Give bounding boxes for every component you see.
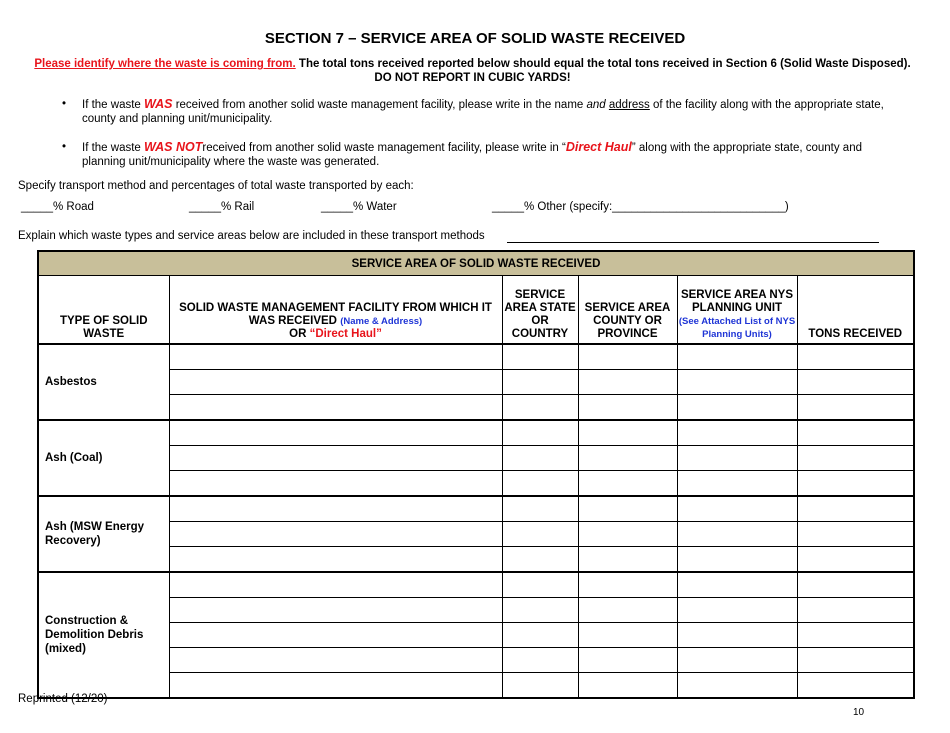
tons-cell[interactable] <box>797 522 914 547</box>
bullet-and: and <box>586 99 606 111</box>
facility-cell[interactable] <box>169 572 502 598</box>
tons-cell[interactable] <box>797 572 914 598</box>
explain-input-line[interactable] <box>507 242 879 243</box>
bullet-text: If the waste <box>82 99 145 111</box>
tons-cell[interactable] <box>797 471 914 497</box>
table-row <box>38 673 914 699</box>
state-cell[interactable] <box>502 522 578 547</box>
facility-cell[interactable] <box>169 623 502 648</box>
table-row <box>38 547 914 573</box>
state-cell[interactable] <box>502 370 578 395</box>
county-cell[interactable] <box>578 395 677 421</box>
facility-cell[interactable] <box>169 446 502 471</box>
table-row <box>38 471 914 497</box>
state-cell[interactable] <box>502 395 578 421</box>
state-cell[interactable] <box>502 344 578 370</box>
state-cell[interactable] <box>502 572 578 598</box>
table-row <box>38 522 914 547</box>
bullet-was <box>62 97 902 127</box>
county-cell[interactable] <box>578 496 677 522</box>
table-banner: SERVICE AREA OF SOLID WASTE RECEIVED <box>38 251 914 276</box>
facility-cell[interactable] <box>169 471 502 497</box>
nys-cell[interactable] <box>677 370 797 395</box>
county-cell[interactable] <box>578 547 677 573</box>
facility-cell[interactable] <box>169 673 502 699</box>
nys-cell[interactable] <box>677 673 797 699</box>
facility-cell[interactable] <box>169 648 502 673</box>
waste-type-label: Ash (Coal) <box>38 420 169 496</box>
facility-cell[interactable] <box>169 420 502 446</box>
rail-percent-field[interactable]: _____% Rail <box>189 201 255 213</box>
nys-cell[interactable] <box>677 598 797 623</box>
table-row <box>38 395 914 421</box>
table-row <box>38 572 914 598</box>
table-row <box>38 598 914 623</box>
bullet-text: received from another solid waste management facility, please write in “ <box>202 142 566 154</box>
county-cell[interactable] <box>578 420 677 446</box>
instruction-no-cubic-yards: DO NOT REPORT IN CUBIC YARDS! <box>374 72 571 84</box>
state-cell[interactable] <box>502 648 578 673</box>
tons-cell[interactable] <box>797 420 914 446</box>
nys-cell[interactable] <box>677 572 797 598</box>
table-row <box>38 446 914 471</box>
bullet-text: received from another solid waste management facility, please write in the name <box>172 99 587 111</box>
bullet-dot-icon: • <box>62 98 67 110</box>
facility-cell[interactable] <box>169 370 502 395</box>
table-row <box>38 496 914 522</box>
bullet-direct-haul: Direct Haul <box>565 140 632 154</box>
waste-type-label: Ash (MSW Energy Recovery) <box>38 496 169 572</box>
tons-cell[interactable] <box>797 395 914 421</box>
tons-cell[interactable] <box>797 344 914 370</box>
nys-cell[interactable] <box>677 395 797 421</box>
water-percent-field[interactable]: _____% Water <box>321 201 397 213</box>
instruction-red-text: Please identify where the waste is coming from. <box>34 58 296 70</box>
nys-cell[interactable] <box>677 648 797 673</box>
state-cell[interactable] <box>502 673 578 699</box>
header-facility-text: SOLID WASTE MANAGEMENT FACILITY FROM WHICH IT WAS RECEIVED <box>179 302 492 327</box>
reprinted-note: Reprinted (12/20) <box>18 693 108 705</box>
table-row <box>38 344 914 370</box>
header-county: SERVICE AREA COUNTY OR PROVINCE <box>578 276 677 345</box>
nys-cell[interactable] <box>677 623 797 648</box>
header-tons: TONS RECEIVED <box>797 276 914 345</box>
county-cell[interactable] <box>578 344 677 370</box>
header-nys <box>677 276 797 345</box>
nys-cell[interactable] <box>677 344 797 370</box>
header-nys-blue: (See Attached List of NYS Planning Units) <box>678 316 796 340</box>
facility-cell[interactable] <box>169 496 502 522</box>
tons-cell[interactable] <box>797 496 914 522</box>
county-cell[interactable] <box>578 648 677 673</box>
tons-cell[interactable] <box>797 446 914 471</box>
tons-cell[interactable] <box>797 673 914 699</box>
facility-cell[interactable] <box>169 344 502 370</box>
bullet-text: If the waste <box>82 142 145 154</box>
nys-cell[interactable] <box>677 547 797 573</box>
bullet-text: ” along with the appropriate state, county and planning unit/municipality where the waste was generated. <box>82 142 862 168</box>
service-area-table <box>37 250 915 699</box>
header-facility-or: OR <box>289 328 307 340</box>
county-cell[interactable] <box>578 623 677 648</box>
nys-cell[interactable] <box>677 471 797 497</box>
page-title: SECTION 7 – SERVICE AREA OF SOLID WASTE RECEIVED <box>264 30 686 47</box>
other-percent-field[interactable]: _____% Other (specify:___________________________) <box>492 201 789 213</box>
tons-cell[interactable] <box>797 598 914 623</box>
county-cell[interactable] <box>578 370 677 395</box>
explain-text: Explain which waste types and service areas below are included in these transport methods <box>18 230 485 242</box>
bullet-emph: WAS NOT <box>144 140 203 154</box>
table-row <box>38 648 914 673</box>
table-row <box>38 370 914 395</box>
waste-type-label: Asbestos <box>38 344 169 420</box>
nys-cell[interactable] <box>677 420 797 446</box>
county-cell[interactable] <box>578 673 677 699</box>
bullet-dot-icon: • <box>62 141 67 153</box>
county-cell[interactable] <box>578 446 677 471</box>
page-number: 10 <box>853 707 865 718</box>
facility-cell[interactable] <box>169 395 502 421</box>
nys-cell[interactable] <box>677 522 797 547</box>
nys-cell[interactable] <box>677 446 797 471</box>
waste-type-label: Construction & Demolition Debris (mixed) <box>38 572 169 698</box>
county-cell[interactable] <box>578 471 677 497</box>
state-cell[interactable] <box>502 471 578 497</box>
header-facility <box>169 276 502 345</box>
bullet-was-not <box>62 140 902 170</box>
bullet-text: of the facility along with the appropriate state, county and planning unit/municipality. <box>82 99 884 125</box>
bullet-emph: WAS <box>144 97 173 111</box>
county-cell[interactable] <box>578 522 677 547</box>
instruction-bold-text: The total tons received reported below should equal the total tons received in Section 6 (Solid Waste Disposed). <box>298 58 911 70</box>
state-cell[interactable] <box>502 496 578 522</box>
state-cell[interactable] <box>502 598 578 623</box>
header-nys-text: SERVICE AREA NYS PLANNING UNIT <box>680 289 794 314</box>
header-facility-direct-haul: “Direct Haul” <box>309 328 382 340</box>
table-row <box>38 623 914 648</box>
specify-transport-text: Specify transport method and percentages of total waste transported by each: <box>18 180 414 192</box>
state-cell[interactable] <box>502 420 578 446</box>
header-type: TYPE OF SOLID WASTE <box>38 276 169 345</box>
facility-cell[interactable] <box>169 598 502 623</box>
tons-cell[interactable] <box>797 623 914 648</box>
tons-cell[interactable] <box>797 547 914 573</box>
header-state: SERVICE AREA STATE OR COUNTRY <box>502 276 578 345</box>
state-cell[interactable] <box>502 547 578 573</box>
header-facility-blue: (Name & Address) <box>340 316 423 327</box>
state-cell[interactable] <box>502 446 578 471</box>
road-percent-field[interactable]: _____% Road <box>21 201 94 213</box>
table-row <box>38 420 914 446</box>
facility-cell[interactable] <box>169 547 502 573</box>
instructions <box>10 57 935 85</box>
nys-cell[interactable] <box>677 496 797 522</box>
tons-cell[interactable] <box>797 648 914 673</box>
state-cell[interactable] <box>502 623 578 648</box>
county-cell[interactable] <box>578 598 677 623</box>
bullet-address: address <box>608 99 650 111</box>
tons-cell[interactable] <box>797 370 914 395</box>
county-cell[interactable] <box>578 572 677 598</box>
facility-cell[interactable] <box>169 522 502 547</box>
